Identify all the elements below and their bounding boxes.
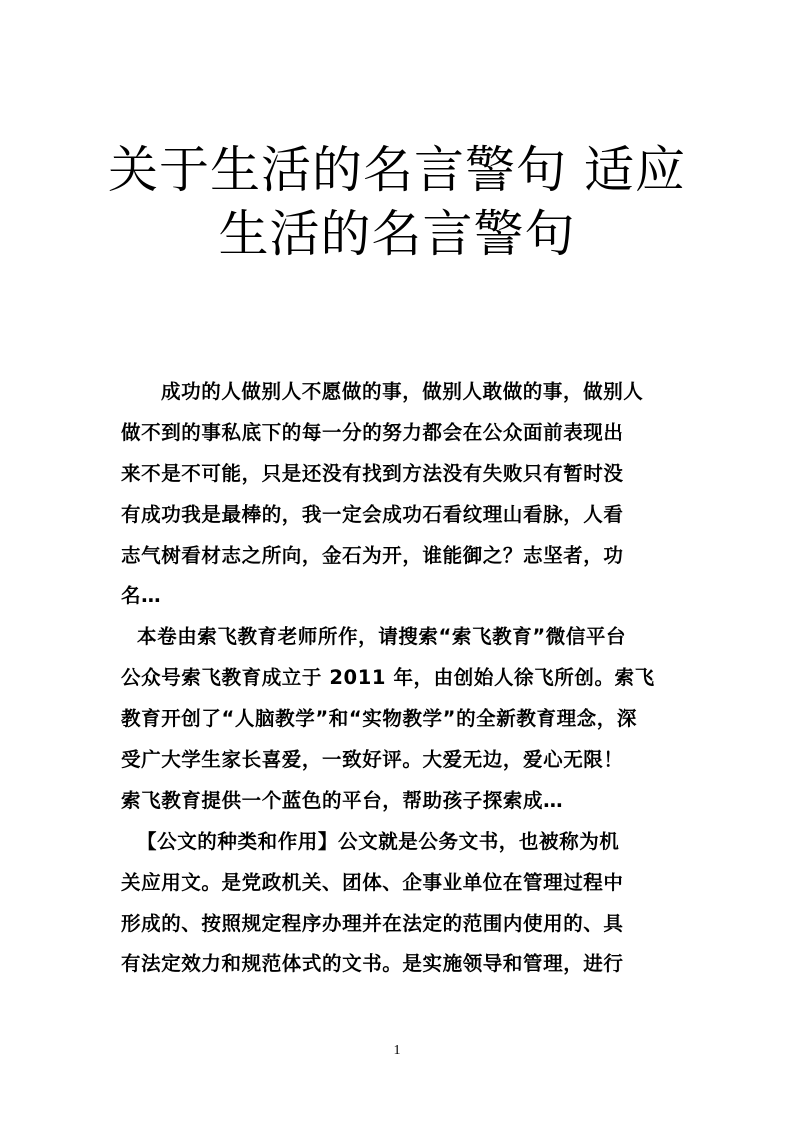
title-line: 关于生活的名言警句 适应: [108, 141, 686, 199]
text-line: 教育开创了“人脑教学”和“实物教学”的全新教育理念，深: [121, 707, 637, 731]
text-line: 名…: [121, 584, 162, 608]
text-line: 成功的人做别人不愿做的事，做别人敢做的事，做别人: [161, 380, 644, 403]
paragraph-success-quotes: [121, 372, 677, 617]
text-line: 公众号索飞教育成立于 2011 年，由创始人徐飞所创。索飞: [121, 666, 655, 690]
text-line: 本卷由索飞教育老师所作，请搜索“索飞教育”微信平台: [137, 625, 627, 649]
text-line: 形成的、按照规定程序办理并在法定的范围内使用的、具: [121, 911, 624, 935]
text-line: 有法定效力和规范体式的文书。是实施领导和管理，进行: [121, 952, 624, 976]
document-title: [100, 138, 694, 266]
text-line: 受广大学生家长喜爱，一致好评。大爱无边，爱心无限！: [121, 748, 624, 772]
text-line: 做不到的事私底下的每一分的努力都会在公众面前表现出: [121, 420, 624, 444]
text-line: 索飞教育提供一个蓝色的平台，帮助孩子探索成…: [121, 788, 564, 812]
text-line: 关应用文。是党政机关、团体、企事业单位在管理过程中: [121, 870, 624, 894]
paragraph-official-documents: [121, 822, 677, 986]
page-number: 1: [393, 1043, 401, 1058]
title-line: 生活的名言警句: [218, 205, 576, 263]
text-line: 志气树看材志之所向，金石为开，谁能御之？志坚者，功: [121, 543, 624, 567]
document-body: [121, 372, 677, 985]
text-line: 有成功我是最棒的，我一定会成功石看纹理山看脉，人看: [121, 502, 624, 526]
text-line: 【公文的种类和作用】公文就是公务文书，也被称为机: [137, 829, 620, 853]
paragraph-suofei-education: [121, 617, 677, 821]
text-line: 来不是不可能，只是还没有找到方法没有失败只有暂时没: [121, 461, 624, 485]
